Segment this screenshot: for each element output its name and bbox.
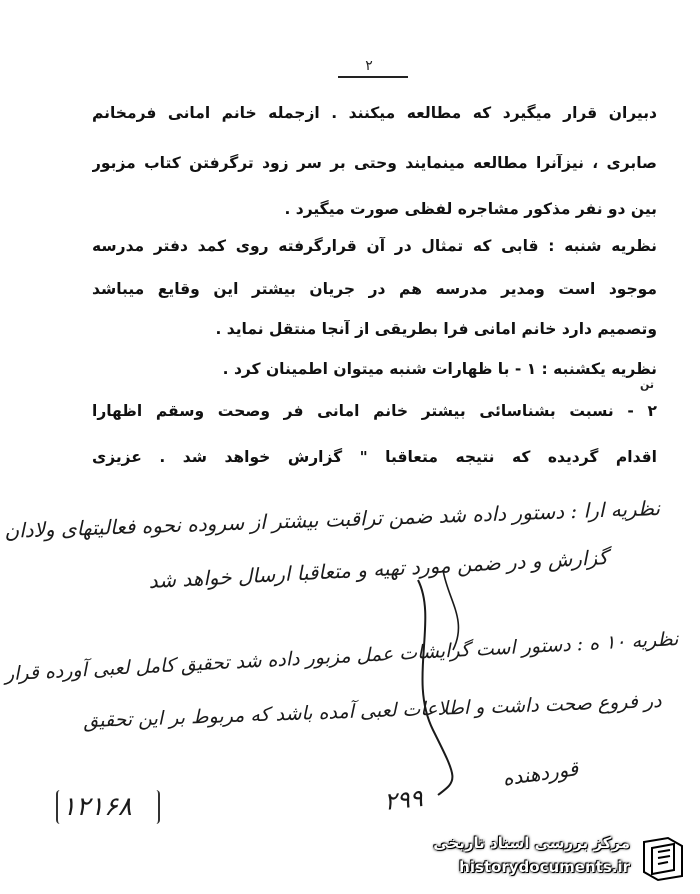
handwritten-line: نظریه ارا : دستور داده شد ضمن تراقبت بیشتر از سروده نحوه فعالیتهای ولادان [4,496,661,543]
typed-line: دبیران قرار میگیرد که مطالعه میکنند . ازجمله خانم امانی فرمخانم [92,104,657,122]
page-number-underline [338,76,408,78]
archive-logo-icon [638,836,688,882]
typed-line: بین دو نفر مذکور مشاجره لفظی صورت میگیرد . [284,200,657,218]
handwritten-line: نظریه ۱۰ ه : دستور است گرایشات عمل مزبور داده شد تحقیق کامل لعبی آورده قرار [4,628,679,686]
page-number: ۲ [365,58,373,74]
handwritten-line: گزارش و در ضمن مورد تهیه و متعاقبا ارسال خواهد شد [148,545,609,594]
typed-line: صابری ، نیزآنرا مطالعه مینمایند وحتی بر سر زود ترگرفتن کتاب مزبور [92,154,657,172]
handwritten-line: قوردهنده [501,756,580,791]
typed-line: نظریه شنبه : قابی که تمثال در آن قرارگرفته روی کمد دفتر مدرسه [92,237,657,255]
typed-line: اقدام گردیده که نتیجه متعاقبا " گزارش خواهد شد . عزیزی [92,448,657,466]
signature-number: ۲۹۹ [382,784,425,816]
watermark [410,832,692,886]
archive-number: ۱۲۱۶۸ [62,792,132,822]
typed-line: نظریه یکشنبه : ۱ - با ظهارات شنبه میتوان اطمینان کرد . [222,360,657,378]
typed-line: ۲ - نسبت بشناسائی بیشتر خانم امانی فر وصحت وسقم اظهارا [92,402,657,420]
watermark-title: مرکز بررسی اسناد تاریخی [433,834,630,852]
typed-line: وتصمیم دارد خانم امانی فرا بطریقی از آنجا منتقل نماید . [215,320,657,338]
typed-line: موجود است ومدیر مدرسه هم در جریان بیشتر این وقایع میباشد [92,280,657,298]
signature-scribble [378,560,498,800]
watermark-url: historydocuments.ir [459,858,630,876]
handwritten-line: در فروع صحت داشت و اطلاعات لعبی آمده باشد که مربوط بر این تحقیق [83,690,663,733]
margin-note: تن [640,378,655,391]
